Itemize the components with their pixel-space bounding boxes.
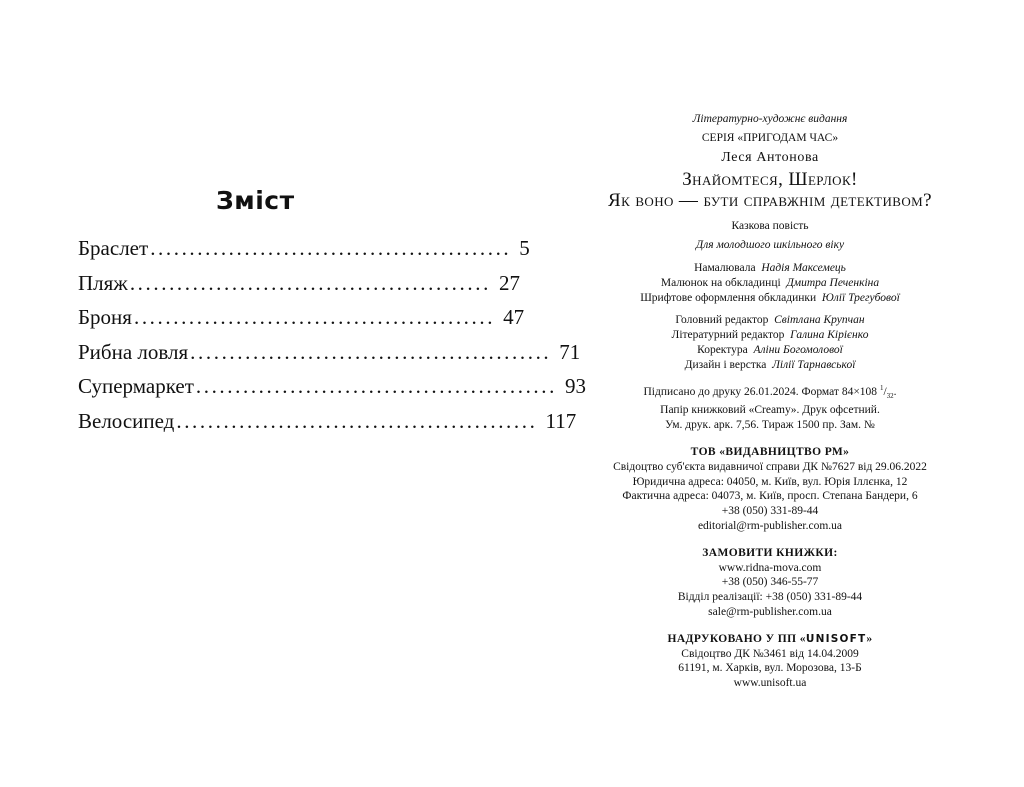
cover-font-designer: Юлії Трегубової bbox=[821, 291, 900, 304]
publisher-cert: Свідоцтво суб'єкта видавничої справи ДК №7627 від 29.06.2022 bbox=[613, 460, 927, 473]
toc-entry-title: Браслет bbox=[78, 236, 149, 260]
publisher-phone: +38 (050) 331-89-44 bbox=[721, 505, 819, 518]
printer-heading: НАДРУКОВАНО У ПП «UNISOFT» bbox=[667, 632, 873, 645]
cover-font-line: Шрифтове оформлення обкладинки Юлії Трегубової bbox=[640, 291, 900, 304]
toc-entry bbox=[78, 270, 520, 306]
proofreader: Аліни Богомолової bbox=[753, 343, 843, 356]
chief-editor: Світлана Крупчан bbox=[774, 314, 865, 327]
toc-entry bbox=[78, 305, 525, 340]
book-title-line2: Як воно — бути справжнім детективом? bbox=[608, 190, 932, 212]
designer: Лілії Тарнавської bbox=[772, 358, 856, 371]
chief-editor-line: Головний редактор Світлана Крупчан bbox=[675, 314, 865, 327]
toc-entry-page: 27 bbox=[498, 270, 520, 295]
genre: Казкова повість bbox=[731, 220, 809, 233]
toc-entry-title: Броня bbox=[78, 305, 132, 329]
lit-editor: Галина Кірієнко bbox=[790, 329, 869, 342]
sales-phone: Відділ реалізації: +38 (050) 331-89-44 bbox=[677, 591, 863, 604]
publisher-email: editorial@rm-publisher.com.ua bbox=[697, 520, 843, 533]
series-name: СЕРІЯ «ПРИГОДАМ ЧАС» bbox=[701, 131, 839, 144]
publisher-name: ТОВ «ВИДАВНИЦТВО РМ» bbox=[690, 446, 850, 459]
order-phone: +38 (050) 346-55-77 bbox=[721, 576, 819, 589]
printer-address: 61191, м. Харків, вул. Морозова, 13-Б bbox=[678, 662, 862, 675]
sales-email: sale@rm-publisher.com.ua bbox=[708, 606, 832, 619]
toc-entry-title: Велосипед bbox=[78, 408, 175, 433]
toc-entry-page: 5 bbox=[519, 236, 530, 260]
toc-entry bbox=[78, 236, 530, 271]
toc-entry-page: 93 bbox=[564, 374, 586, 398]
toc-entry bbox=[78, 339, 581, 375]
illustrator-line: Намалювала Надія Максемець bbox=[694, 261, 846, 274]
publisher-legal-address: Юридична адреса: 04050, м. Київ, вул. Юрія Іллєнка, 12 bbox=[632, 475, 908, 488]
toc-leader: .............................................. bbox=[129, 270, 491, 295]
toc-entry-title: Супермаркет bbox=[78, 374, 194, 398]
order-website: www.ridna-mova.com bbox=[718, 561, 822, 574]
toc-entry-page: 71 bbox=[559, 339, 581, 364]
table-of-contents bbox=[78, 236, 586, 443]
audience: Для молодшого шкільного віку bbox=[695, 239, 845, 252]
proofreader-line: Коректура Аліни Богомолової bbox=[697, 343, 843, 356]
toc-leader: .............................................. bbox=[195, 374, 557, 398]
edition-type: Літературно-художнє видання bbox=[692, 113, 848, 125]
cover-art-line: Малюнок на обкладинці Дмитра Печенкіна bbox=[660, 276, 880, 289]
toc-leader: .............................................. bbox=[150, 236, 512, 260]
toc-leader: .............................................. bbox=[190, 339, 552, 364]
publisher-actual-address: Фактична адреса: 04073, м. Київ, просп. Степана Бандери, 6 bbox=[622, 490, 918, 503]
author-name: Леся Антонова bbox=[721, 149, 819, 165]
print-info-line3: Ум. друк. арк. 7,56. Тираж 1500 пр. Зам. № bbox=[665, 419, 875, 432]
lit-editor-line: Літературний редактор Галина Кірієнко bbox=[671, 329, 869, 342]
toc-entry-page: 47 bbox=[503, 305, 525, 329]
print-info-line2: Папір книжковий «Creamy». Друк офсетний. bbox=[660, 404, 880, 417]
printer-cert: Свідоцтво ДК №3461 від 14.04.2009 bbox=[681, 647, 859, 660]
toc-leader: .............................................. bbox=[176, 408, 538, 433]
toc-entry bbox=[78, 408, 577, 444]
toc-entry bbox=[78, 374, 586, 409]
toc-entry-title: Пляж bbox=[78, 270, 128, 295]
toc-leader: .............................................. bbox=[133, 305, 496, 329]
toc-entry-title: Рибна ловля bbox=[78, 339, 189, 364]
designer-line: Дизайн і верстка Лілії Тарнавської bbox=[684, 358, 856, 371]
toc-entry-page: 117 bbox=[545, 408, 577, 433]
cover-artist: Дмитра Печенкіна bbox=[786, 276, 880, 289]
book-title-line1: Знайомтеся, Шерлок! bbox=[682, 169, 858, 191]
illustrator-name: Надія Максемець bbox=[761, 261, 846, 274]
print-info-line1: Підписано до друку 26.01.2024. Формат 84×108 $^1/_{32}$. bbox=[643, 383, 897, 400]
order-heading: ЗАМОВИТИ КНИЖКИ: bbox=[702, 546, 838, 559]
printer-website: www.unisoft.ua bbox=[733, 677, 807, 690]
toc-title: Зміст bbox=[216, 186, 295, 215]
imprint-block bbox=[560, 112, 980, 691]
